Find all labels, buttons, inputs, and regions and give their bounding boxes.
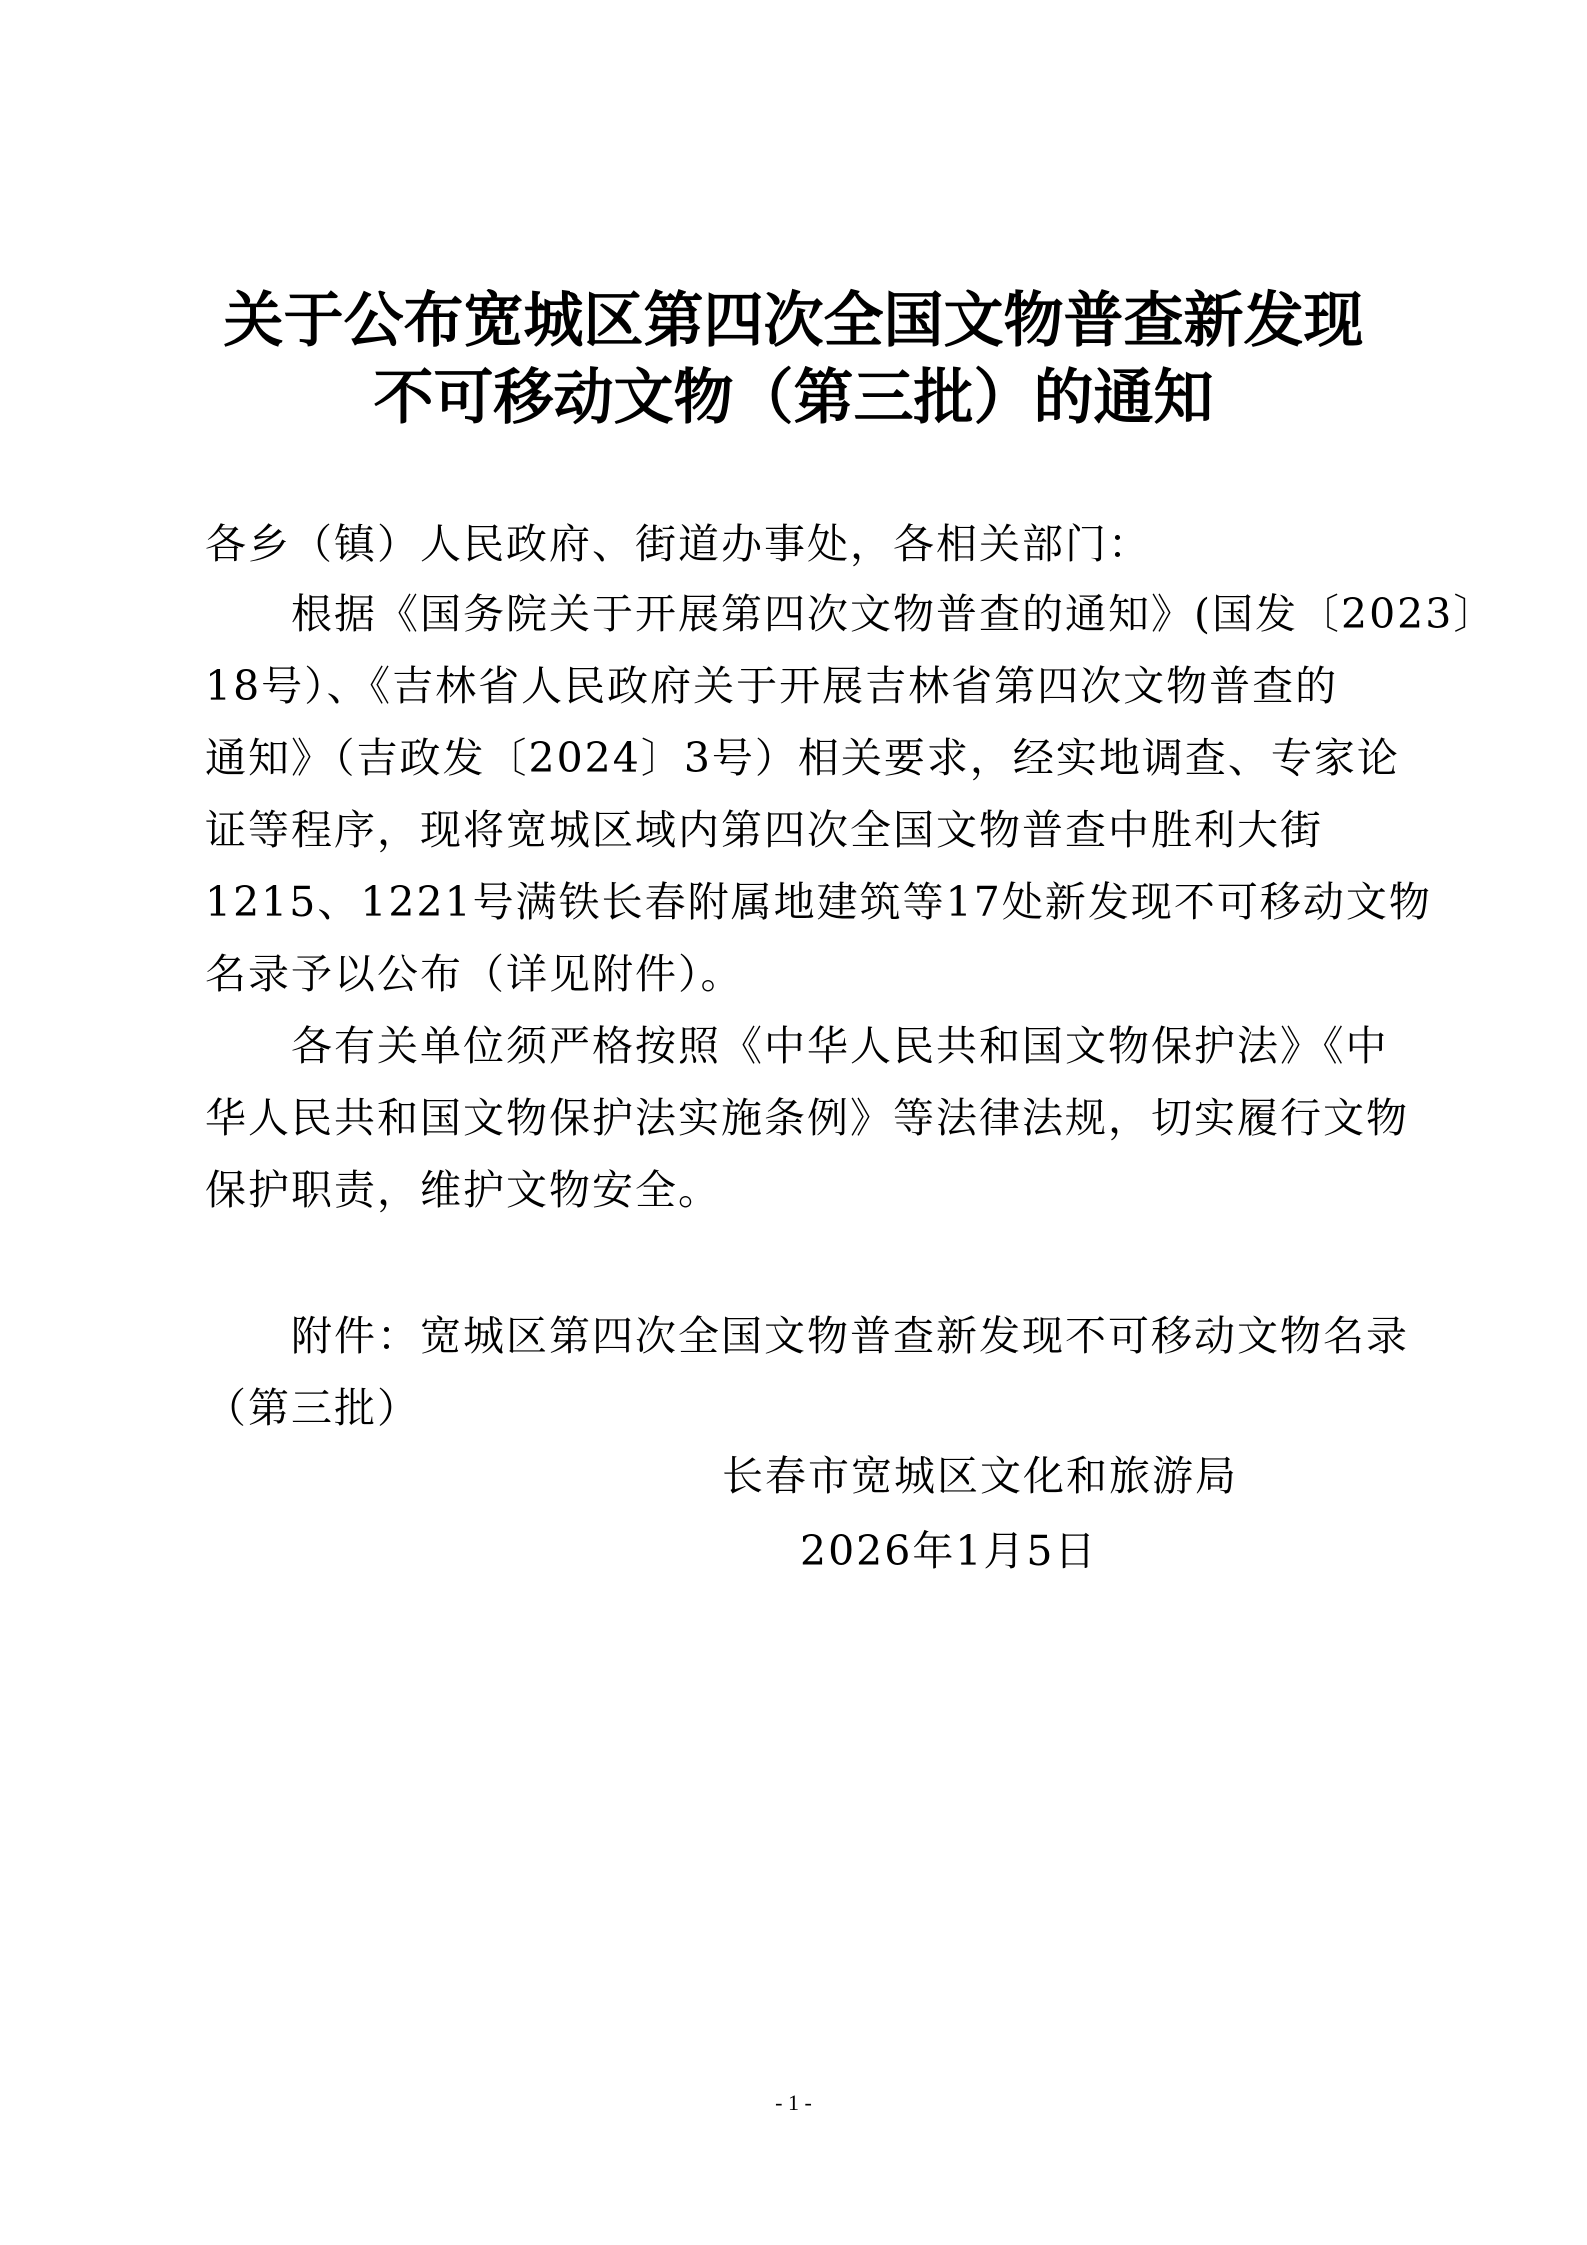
salutation-text: 各乡（镇）人民政府、街道办事处，各相关部门： (205, 520, 1151, 568)
paragraph-1-line: 18号）、《吉林省人民政府关于开展吉林省第四次文物普查的 (205, 662, 1339, 710)
paragraph-1-line: 通知》（吉政发〔2024〕3号）相关要求，经实地调查、专家论 (205, 734, 1400, 782)
document-title-line-2: 不可移动文物（第三批）的通知 (373, 363, 1214, 433)
page-number: - 1 - (775, 2090, 812, 2115)
salutation (205, 508, 1385, 580)
signature-organization: 长春市宽城区文化和旅游局 (722, 1452, 1238, 1500)
signature-date: 2026年1月5日 (800, 1527, 1098, 1575)
attachment-line: （第三批） (205, 1384, 420, 1432)
paragraph-2 (205, 1010, 1409, 1226)
attachment-line: 附件：宽城区第四次全国文物普查新发现不可移动文物名录 (205, 1312, 1409, 1360)
paragraph-1-line: 根据《国务院关于开展第四次文物普查的通知》(国发〔2023〕 (205, 590, 1497, 638)
paragraph-1 (205, 578, 1497, 1010)
attachment-note (205, 1300, 1409, 1444)
paragraph-2-line: 各有关单位须严格按照《中华人民共和国文物保护法》《中 (205, 1022, 1389, 1070)
document-title-line-1: 关于公布宽城区第四次全国文物普查新发现 (223, 286, 1364, 356)
paragraph-1-line: 证等程序，现将宽城区域内第四次全国文物普查中胜利大街 (205, 806, 1323, 854)
paragraph-2-line: 保护职责，维护文物安全。 (205, 1166, 721, 1214)
paragraph-1-line: 名录予以公布（详见附件）。 (205, 950, 744, 998)
paragraph-1-line: 1215、1221号满铁长春附属地建筑等17处新发现不可移动文物 (205, 878, 1432, 926)
paragraph-2-line: 华人民共和国文物保护法实施条例》等法律法规，切实履行文物 (205, 1094, 1409, 1142)
